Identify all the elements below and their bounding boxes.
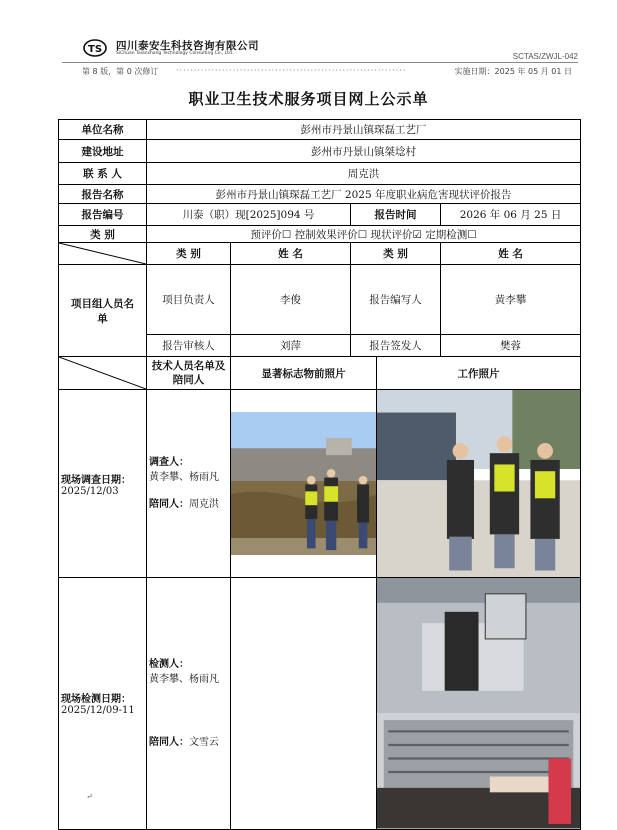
work-photo-survey <box>377 390 581 578</box>
reviewer-label: 报告审核人 <box>147 335 231 357</box>
diagonal-cell-2 <box>59 357 147 390</box>
document-code: SCTAS/ZWJL-042 <box>512 52 578 61</box>
landmark-photo-test-empty <box>231 578 377 829</box>
unit-name-value: 彭州市丹景山镇琛磊工艺厂 <box>147 120 581 140</box>
survey-staff-value: 黄李攀、杨雨凡 <box>149 472 219 484</box>
document-header <box>58 36 578 80</box>
team-header-name-1: 姓 名 <box>231 243 351 265</box>
contact-value: 周克洪 <box>147 163 581 185</box>
company-logo-icon <box>83 38 109 58</box>
report-time-label: 报告时间 <box>351 204 441 226</box>
survey-date-label: 现场调查日期： <box>61 474 131 486</box>
svg-text:TS: TS <box>88 44 103 55</box>
report-name-value: 彭州市丹景山镇琛磊工艺厂 2025 年度职业病危害现状评价报告 <box>147 185 581 204</box>
landmark-photo-image <box>231 412 376 555</box>
reviewer-value: 刘萍 <box>231 335 351 357</box>
company-name-en: SiChuan Taianshang Technology Consulting Co., Ltd. <box>116 51 234 56</box>
test-companion-label: 陪同人： <box>149 736 189 748</box>
work-photo-test-image <box>377 578 580 828</box>
report-name-label: 报告名称 <box>59 185 147 204</box>
staff-column-header: 技术人员名单及陪同人 <box>147 357 231 390</box>
unit-name-label: 单位名称 <box>59 120 147 140</box>
report-no-value: 川泰（职）现[2025]094 号 <box>147 204 351 226</box>
diagonal-cell <box>59 243 147 265</box>
leader-label: 项目负责人 <box>147 265 231 335</box>
survey-companion-label: 陪同人： <box>149 499 189 511</box>
test-companion-value: 文雪云 <box>189 736 219 748</box>
test-staff-value: 黄李攀、杨雨凡 <box>149 673 219 685</box>
team-header-category-2: 类 别 <box>351 243 441 265</box>
report-no-label: 报告编号 <box>59 204 147 226</box>
work-photo-image <box>377 390 580 577</box>
survey-date-cell <box>59 390 147 578</box>
category-label: 类 别 <box>59 226 147 243</box>
test-date-value: 2025/12/09-11 <box>61 705 135 717</box>
survey-companion-value: 周克洪 <box>189 499 219 511</box>
landmark-photo-header: 显著标志物前照片 <box>231 357 377 390</box>
leader-dots: ································································· <box>176 66 407 75</box>
paragraph-mark: ↵ <box>86 792 93 801</box>
test-date-cell <box>59 578 147 829</box>
address-value: 彭州市丹景山镇桀埝村 <box>147 140 581 163</box>
category-options: 预评价☐ 控制效果评价☐ 现状评价☑ 定期检测☐ <box>147 226 581 243</box>
address-label: 建设地址 <box>59 140 147 163</box>
notice-table <box>58 119 581 830</box>
revision-text: 第 8 版，第 0 次修订 <box>82 67 159 76</box>
writer-value: 黄李攀 <box>441 265 581 335</box>
team-header-category-1: 类 别 <box>147 243 231 265</box>
page-title: 职业卫生技术服务项目网上公示单 <box>188 90 429 108</box>
writer-label: 报告编写人 <box>351 265 441 335</box>
work-photo-header: 工作照片 <box>377 357 581 390</box>
work-photo-test <box>377 578 581 829</box>
survey-staff-label: 调查人： <box>149 457 189 469</box>
survey-date-value: 2025/12/03 <box>61 485 119 497</box>
test-staff-cell <box>147 578 231 829</box>
team-row-label: 项目组人员名单 <box>59 265 147 357</box>
signer-value: 樊蓉 <box>441 335 581 357</box>
test-date-label: 现场检测日期： <box>61 694 131 706</box>
signer-label: 报告签发人 <box>351 335 441 357</box>
company-name: 四川泰安生科技咨询有限公司 <box>116 40 259 52</box>
contact-label: 联 系 人 <box>59 163 147 185</box>
test-staff-label: 检测人： <box>149 658 189 670</box>
team-header-name-2: 姓 名 <box>441 243 581 265</box>
report-time-value: 2026 年 06 月 25 日 <box>441 204 581 226</box>
survey-staff-cell <box>147 390 231 578</box>
header-rule <box>62 62 578 63</box>
landmark-photo-survey <box>231 390 377 578</box>
leader-value: 李俊 <box>231 265 351 335</box>
effective-date: 实施日期：2025 年 05 月 01 日 <box>454 67 572 76</box>
